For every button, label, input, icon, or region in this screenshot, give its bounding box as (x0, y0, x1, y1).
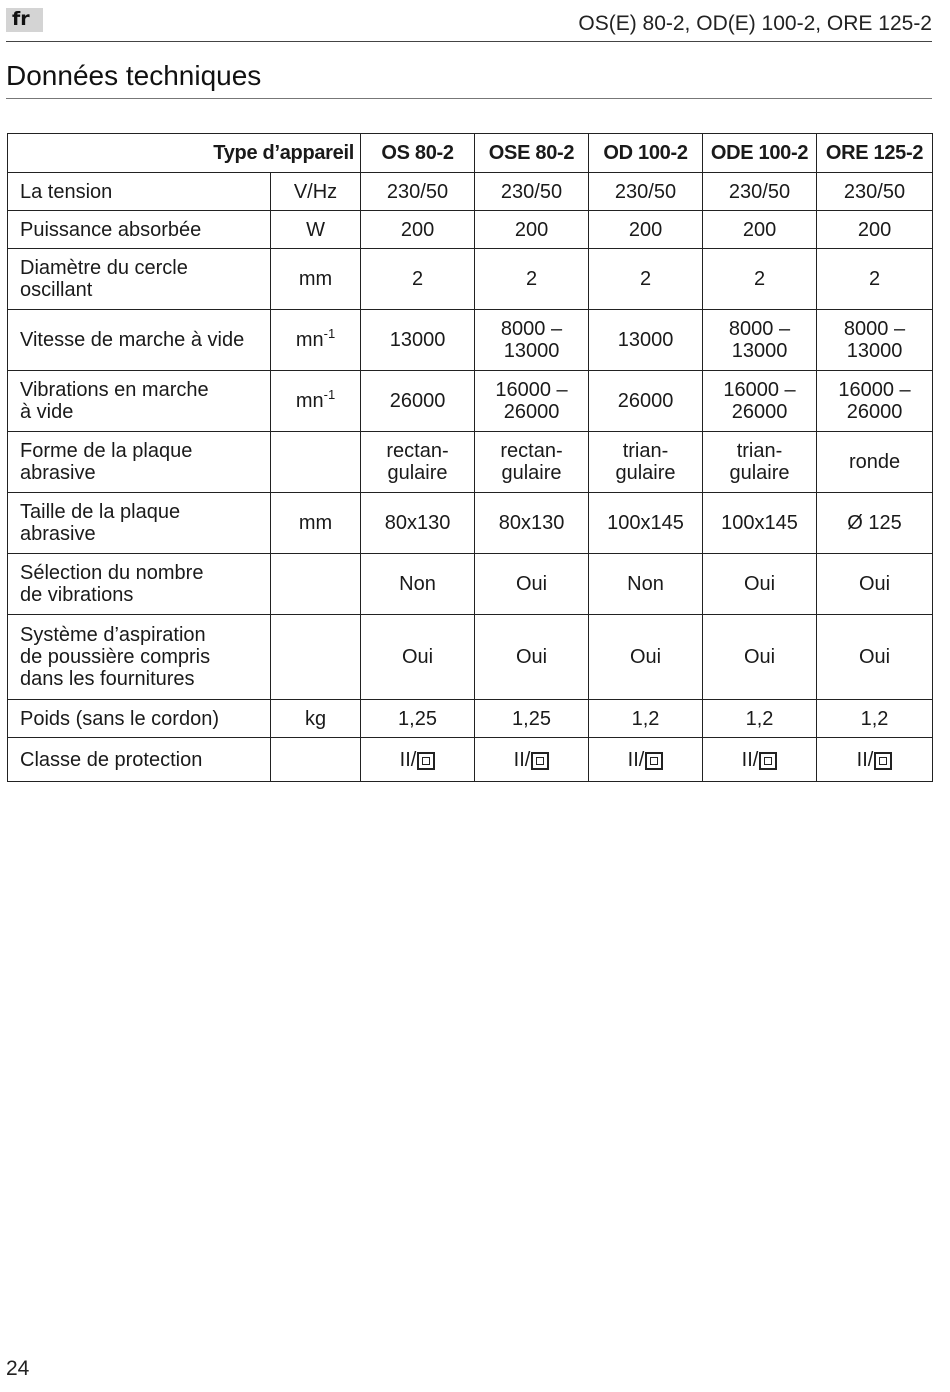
column-header: ORE 125-2 (817, 134, 933, 173)
cell-value: 2 (703, 249, 817, 310)
cell-value: 8000 – 13000 (817, 310, 933, 371)
header-rule (6, 41, 932, 42)
row-label: Taille de la plaque abrasive (8, 493, 271, 554)
row-unit (271, 371, 361, 432)
row-label: Vibrations en marche à vide (8, 371, 271, 432)
cell-value: Oui (589, 615, 703, 700)
row-label: Diamètre du cercle oscillant (8, 249, 271, 310)
unit-text: W (306, 218, 325, 241)
table-row (8, 310, 933, 371)
unit-text: mn (295, 329, 324, 351)
protection-class (742, 749, 778, 771)
cell-value: 230/50 (703, 173, 817, 211)
row-unit (271, 554, 361, 615)
cell-value: 80x130 (361, 493, 475, 554)
cell-value: 80x130 (475, 493, 589, 554)
cell-value: 16000 – 26000 (475, 371, 589, 432)
table-row (8, 738, 933, 782)
protection-class-text: II/ (627, 748, 645, 771)
cell-value: 26000 (589, 371, 703, 432)
unit-text: mn (295, 390, 324, 412)
cell-value: trian- gulaire (703, 432, 817, 493)
table-row (8, 432, 933, 493)
cell-value: Non (361, 554, 475, 615)
protection-class-text: II/ (741, 748, 759, 771)
cell-value: 1,25 (361, 700, 475, 738)
table-row (8, 554, 933, 615)
model-list-header: OS(E) 80-2, OD(E) 100-2, ORE 125-2 (578, 12, 932, 35)
cell-value: 230/50 (817, 173, 933, 211)
language-badge: fr (6, 8, 43, 32)
unit-exponent: -1 (323, 326, 336, 341)
cell-value: ronde (817, 432, 933, 493)
title-rule (6, 98, 932, 99)
table-row (8, 700, 933, 738)
row-unit (271, 310, 361, 371)
double-insulation-icon (874, 752, 892, 770)
double-insulation-icon (645, 752, 663, 770)
cell-value: 1,2 (589, 700, 703, 738)
row-label: Puissance absorbée (8, 211, 271, 249)
cell-value: Oui (817, 554, 933, 615)
cell-value (817, 738, 933, 782)
cell-value: 1,25 (475, 700, 589, 738)
unit-text: mm (298, 512, 333, 534)
unit-text: mm (298, 268, 333, 290)
table-row (8, 371, 933, 432)
row-unit (271, 211, 361, 249)
protection-class-text: II/ (513, 748, 531, 771)
table-row (8, 615, 933, 700)
unit-text: kg (304, 707, 327, 730)
cell-value: 16000 – 26000 (817, 371, 933, 432)
cell-value: 200 (361, 211, 475, 249)
device-type-label: Type d’appareil (8, 134, 361, 173)
cell-value: 1,2 (817, 700, 933, 738)
cell-value: Oui (703, 615, 817, 700)
cell-value (703, 738, 817, 782)
column-header: OD 100-2 (589, 134, 703, 173)
cell-value: 1,2 (703, 700, 817, 738)
cell-value: Oui (817, 615, 933, 700)
cell-value: 2 (361, 249, 475, 310)
row-label: Système d’aspiration de poussière compris dans les fournitures (8, 615, 271, 700)
cell-value: Ø 125 (817, 493, 933, 554)
column-header: OSE 80-2 (475, 134, 589, 173)
row-unit (271, 738, 361, 782)
protection-class (514, 749, 550, 771)
table-row (8, 249, 933, 310)
double-insulation-icon (531, 752, 549, 770)
cell-value: 100x145 (589, 493, 703, 554)
double-insulation-icon (417, 752, 435, 770)
column-header: OS 80-2 (361, 134, 475, 173)
row-label: Vitesse de marche à vide (8, 310, 271, 371)
row-label: La tension (8, 173, 271, 211)
table-row (8, 211, 933, 249)
cell-value: 13000 (589, 310, 703, 371)
cell-value (475, 738, 589, 782)
unit-exponent: -1 (323, 387, 336, 402)
row-unit (271, 173, 361, 211)
cell-value: 230/50 (361, 173, 475, 211)
row-label: Forme de la plaque abrasive (8, 432, 271, 493)
cell-value: 230/50 (475, 173, 589, 211)
row-unit (271, 493, 361, 554)
page-number: 24 (6, 1357, 30, 1380)
cell-value: rectan- gulaire (361, 432, 475, 493)
cell-value: 230/50 (589, 173, 703, 211)
protection-class (628, 749, 664, 771)
row-label: Sélection du nombre de vibrations (8, 554, 271, 615)
table-header-row (8, 134, 933, 173)
cell-value (589, 738, 703, 782)
protection-class (857, 749, 893, 771)
protection-class (400, 749, 436, 771)
cell-value: 8000 – 13000 (703, 310, 817, 371)
cell-value: 2 (817, 249, 933, 310)
row-unit (271, 249, 361, 310)
cell-value: 8000 – 13000 (475, 310, 589, 371)
row-label: Classe de protection (8, 738, 271, 782)
protection-class-text: II/ (856, 748, 874, 771)
page-title: Données techniques (6, 60, 262, 91)
cell-value: 13000 (361, 310, 475, 371)
row-label: Poids (sans le cordon) (8, 700, 271, 738)
cell-value: Non (589, 554, 703, 615)
double-insulation-icon (759, 752, 777, 770)
cell-value: 100x145 (703, 493, 817, 554)
row-unit (271, 432, 361, 493)
unit-text: V/Hz (293, 180, 338, 203)
row-unit (271, 700, 361, 738)
cell-value (361, 738, 475, 782)
cell-value: 200 (475, 211, 589, 249)
cell-value: 200 (589, 211, 703, 249)
cell-value: 26000 (361, 371, 475, 432)
cell-value: Oui (475, 554, 589, 615)
cell-value: 2 (589, 249, 703, 310)
technical-data-table (7, 133, 933, 782)
cell-value: 2 (475, 249, 589, 310)
cell-value: 16000 – 26000 (703, 371, 817, 432)
cell-value: Oui (475, 615, 589, 700)
column-header: ODE 100-2 (703, 134, 817, 173)
cell-value: 200 (817, 211, 933, 249)
cell-value: rectan- gulaire (475, 432, 589, 493)
protection-class-text: II/ (399, 748, 417, 771)
cell-value: 200 (703, 211, 817, 249)
cell-value: trian- gulaire (589, 432, 703, 493)
cell-value: Oui (361, 615, 475, 700)
table-row (8, 173, 933, 211)
table-row (8, 493, 933, 554)
row-unit (271, 615, 361, 700)
cell-value: Oui (703, 554, 817, 615)
